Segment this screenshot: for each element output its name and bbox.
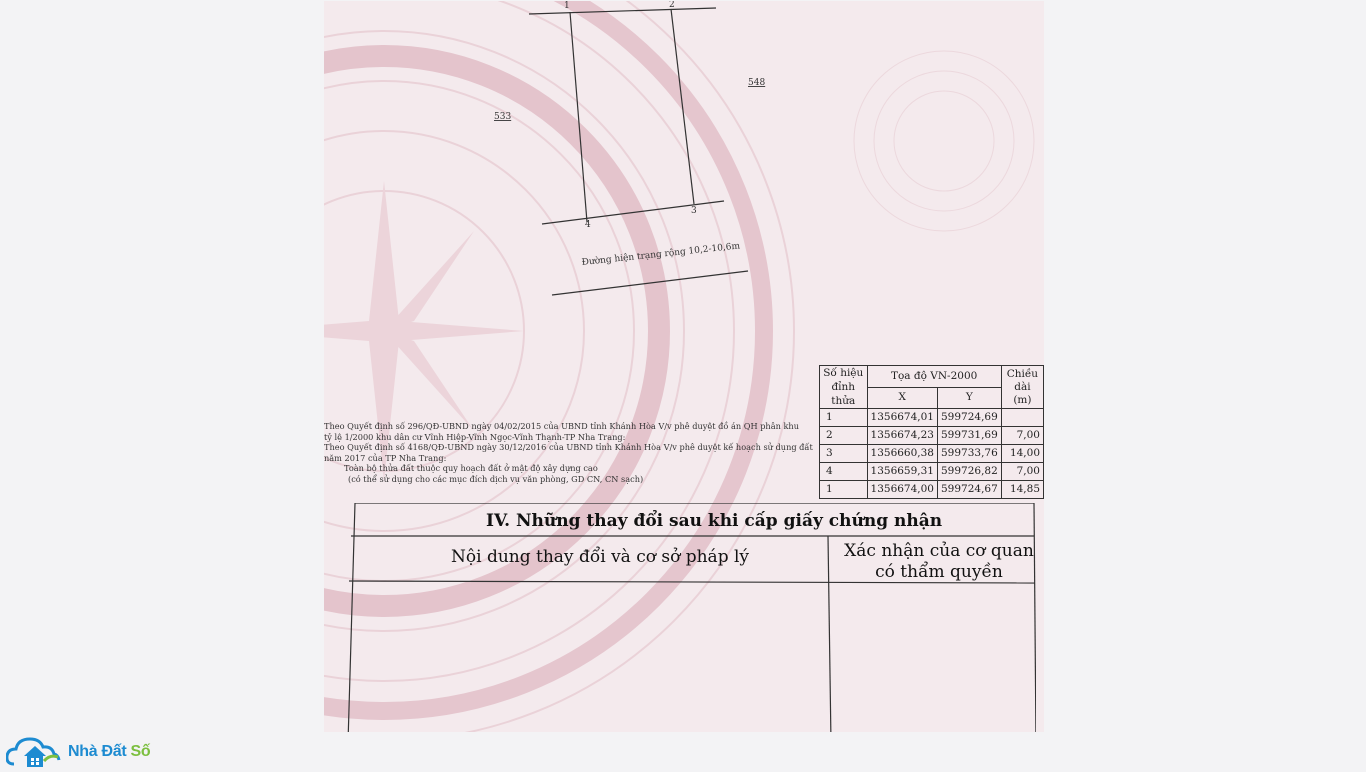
note-line: Theo Quyết định số 4168/QĐ-UBND ngày 30/12/2016 của UBND tỉnh Khánh Hòa V/v phê duyệt kế hoạch sử dụng đất [324, 442, 813, 453]
note-line: tỷ lệ 1/2000 khu dân cư Vĩnh Hiệp-Vĩnh Ngọc-Vĩnh Thạnh-TP Nha Trang: [324, 431, 626, 442]
road-edge-line [552, 271, 748, 295]
note-line: năm 2017 của TP Nha Trang: [324, 452, 447, 463]
header-x: X [867, 387, 937, 409]
header-coordinates: Tọa độ VN-2000 [867, 366, 1001, 388]
left-boundary-line [570, 12, 587, 222]
table-row: 2 1356674,23 599731,69 7,00 [820, 427, 1044, 445]
point-label-4: 4 [585, 220, 591, 230]
planning-notes [324, 421, 814, 485]
note-line: (có thể sử dụng cho các mục đích dịch vụ văn phòng, GD CN, CN sạch) [348, 473, 644, 484]
nhadatso-logo [6, 734, 156, 768]
coordinate-table [819, 365, 1044, 499]
table-row: 1 1356674,01 599724,69 [820, 409, 1044, 427]
table-row: 4 1356659,31 599726,82 7,00 [820, 463, 1044, 481]
right-boundary-line [671, 9, 694, 204]
land-plot-drawing [324, 1, 1044, 321]
parcel-number-right: 548 [748, 78, 766, 88]
section-table-lines [346, 503, 1036, 732]
column-header-changes: Nội dung thay đổi và cơ sở pháp lý [451, 547, 750, 567]
note-line: Theo Quyết định số 296/QĐ-UBND ngày 04/02/2015 của UBND tỉnh Khánh Hòa V/v phê duyệt đồ án QH phân khu [324, 421, 799, 431]
section-changes [346, 503, 1036, 732]
header-y: Y [938, 387, 1002, 409]
note-line: Toàn bộ thửa đất thuộc quy hoạch đất ở mật độ xây dựng cao [344, 463, 598, 474]
point-label-1: 1 [564, 1, 570, 11]
header-length: Chiều dài (m) [1001, 366, 1043, 409]
road-label: Đường hiện trạng rộng 10,2-10,6m [581, 241, 741, 268]
certificate-document [324, 1, 1044, 732]
point-label-3: 3 [691, 206, 697, 216]
table-row: 1 1356674,00 599724,67 14,85 [820, 481, 1044, 499]
logo-text: Nhà Đất Số [68, 743, 151, 760]
header-vertex-number: Số hiệu đỉnh thửa [820, 366, 868, 409]
section-title: IV. Những thay đổi sau khi cấp giấy chứng nhận [486, 511, 943, 531]
parcel-number-left: 533 [494, 112, 512, 122]
house-cloud-icon [6, 734, 66, 768]
table-row: 3 1356660,38 599733,76 14,00 [820, 445, 1044, 463]
column-header-confirmation: Xác nhận của cơ quan có thẩm quyền [844, 541, 1034, 582]
point-label-2: 2 [669, 1, 675, 10]
top-boundary-line [529, 8, 716, 14]
